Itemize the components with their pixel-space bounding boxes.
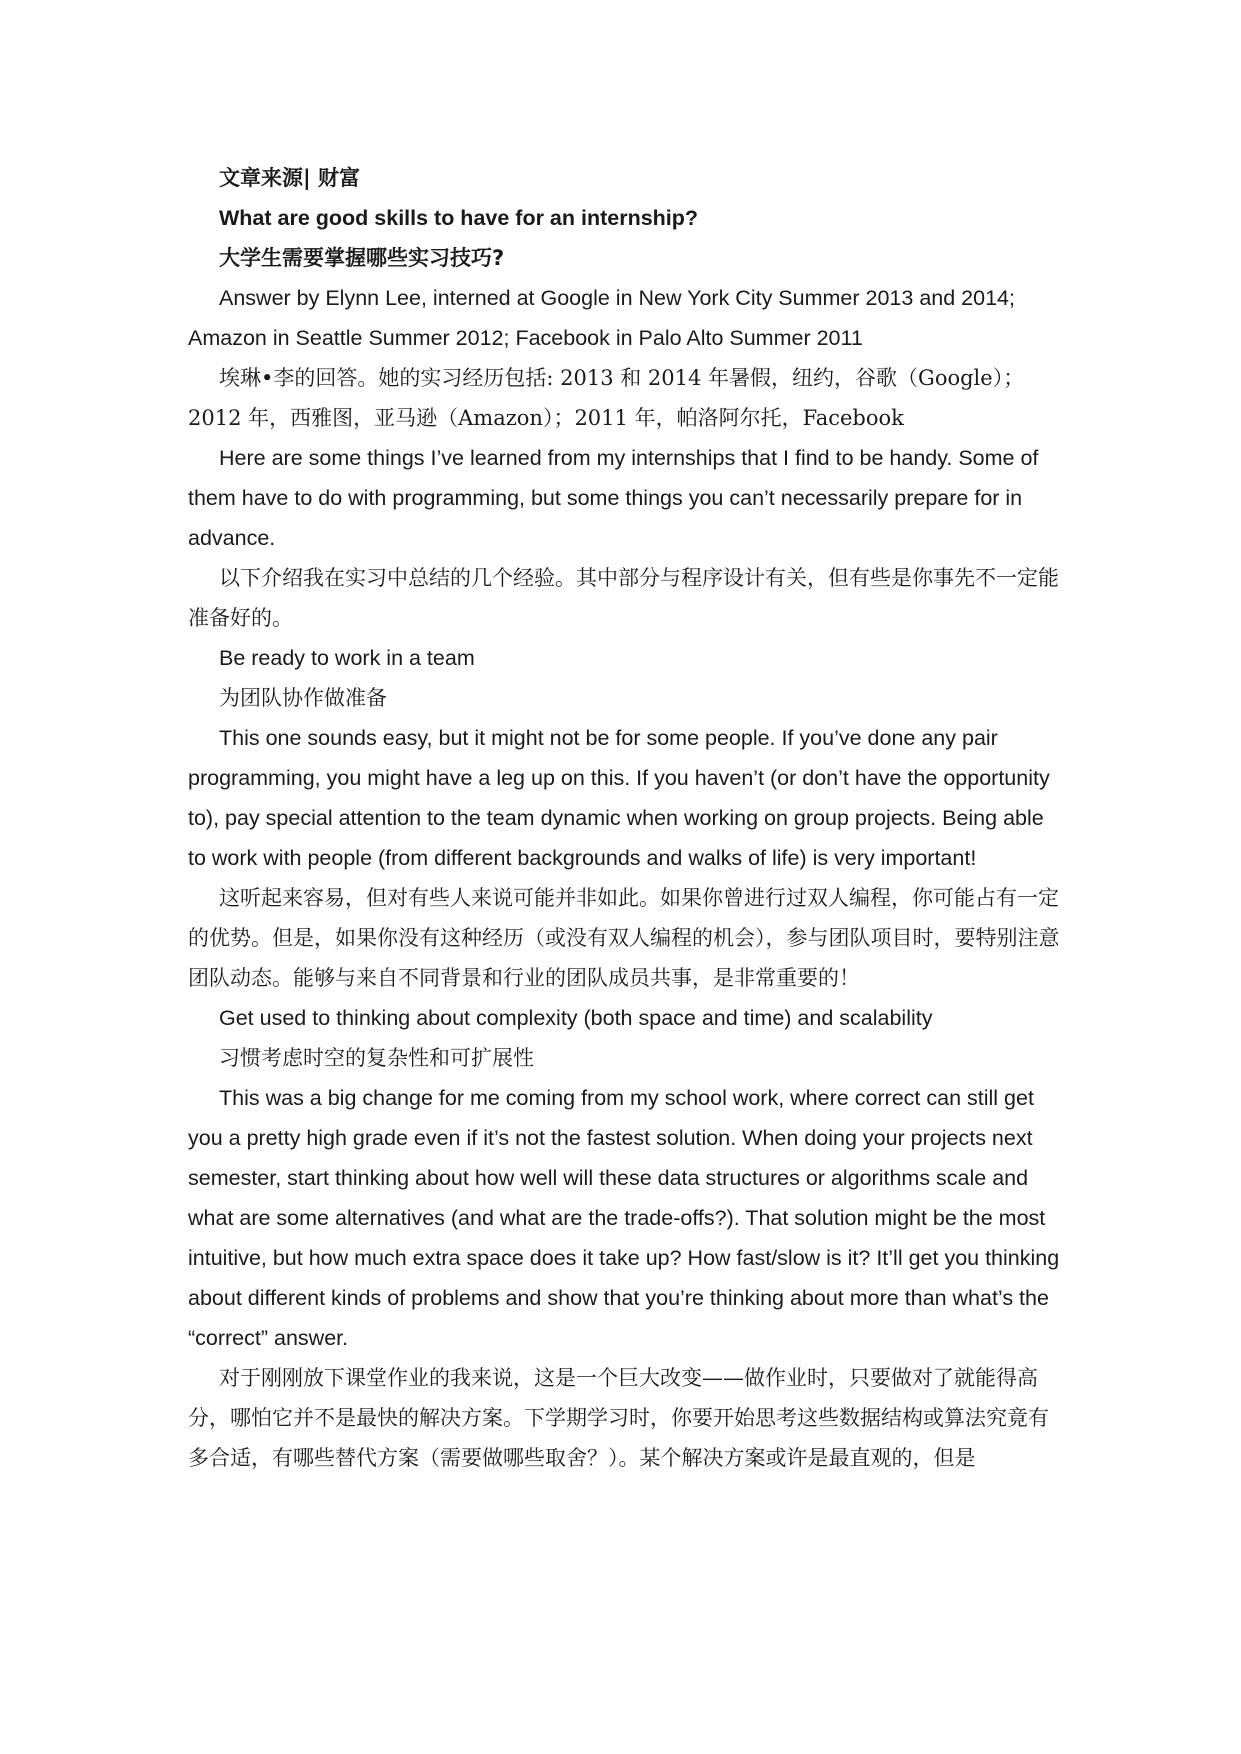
article-body — [188, 158, 1064, 1478]
section1-heading-en: Be ready to work in a team — [219, 646, 475, 670]
section1-body-zh: 这听起来容易，但对有些人来说可能并非如此。如果你曾进行过双人编程，你可能占有一定的优势。但是，如果你没有这种经历（或没有双人编程的机会），参与团队项目时，要特别注意团队动态。能够与来自不同背景和行业的团队成员共事，是非常重要的！ — [188, 886, 1060, 990]
article-title-en: What are good skills to have for an internship? — [219, 206, 699, 230]
intro-paragraph-zh: 以下介绍我在实习中总结的几个经验。其中部分与程序设计有关，但有些是你事先不一定能准备好的。 — [188, 566, 1059, 630]
section2-heading-zh: 习惯考虑时空的复杂性和可扩展性 — [219, 1046, 534, 1070]
article-source: 文章来源| 财富 — [219, 166, 360, 190]
article-title-zh: 大学生需要掌握哪些实习技巧? — [219, 246, 505, 270]
intro-paragraph-en: Here are some things I’ve learned from my internships that I find to be handy. Some of them have to do with programming, but some things you can’t necessarily prepare for in advance. — [188, 446, 1039, 550]
section2-heading-en: Get used to thinking about complexity (both space and time) and scalability — [219, 1006, 933, 1030]
section2-body-zh: 对于刚刚放下课堂作业的我来说，这是一个巨大改变——做作业时，只要做对了就能得高分，哪怕它并不是最快的解决方案。下学期学习时，你要开始思考这些数据结构或算法究竟有多合适，有哪些替代方案（需要做哪些取舍？）。某个解决方案或许是最直观的，但是 — [188, 1366, 1049, 1470]
answer-byline-en: Answer by Elynn Lee, interned at Google in New York City Summer 2013 and 2014; Amazon in Seattle Summer 2012; Facebook in Palo Alto Summer 2011 — [188, 286, 1015, 350]
section2-body-en: This was a big change for me coming from my school work, where correct can still get you a pretty high grade even if it’s not the fastest solution. When doing your projects next semester, start thinking about how well will these data structures or algorithms scale and what are some alternatives (and what are the trade-offs?). That solution might be the most intuitive, but how much extra space does it take up? How fast/slow is it? It’ll get you thinking about different kinds of problems and show that you’re thinking about more than what’s the “correct” answer. — [188, 1086, 1060, 1350]
answer-byline-zh: 埃琳•李的回答。她的实习经历包括: 2013 和 2014 年暑假，纽约，谷歌（Google）；2012 年，西雅图，亚马逊（Amazon）；2011 年，帕洛阿尔托，Facebook — [188, 366, 1025, 430]
section1-body-en: This one sounds easy, but it might not be for some people. If you’ve done any pair programming, you might have a leg up on this. If you haven’t (or don’t have the opportunity to), pay special attention to the team dynamic when working on group projects. Being able to work with people (from different backgrounds and walks of life) is very important! — [188, 726, 1050, 870]
section1-heading-zh: 为团队协作做准备 — [219, 686, 387, 710]
